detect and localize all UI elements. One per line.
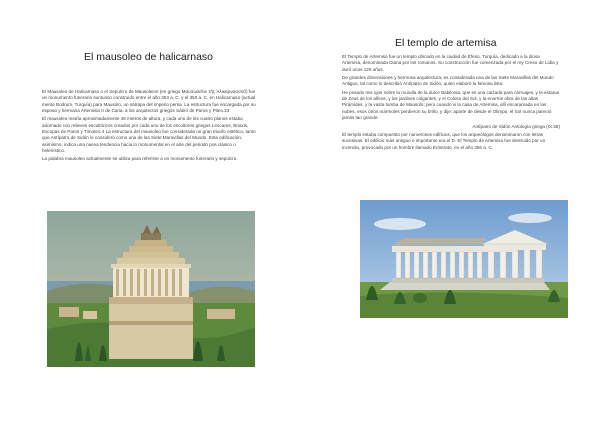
mausoleum-text bbox=[42, 89, 258, 165]
artemis-paragraph-1: El Templo de Artemisa fue un templo ubicado en la ciudad de Éfeso, Turquía, dedicado a la diosa Artemisa, denominada Diana por los romanos. Su construcción fue comenzada por el rey Creso de Lidia y duró unos 120 años. bbox=[342, 54, 559, 72]
mausoleum-title: El mausoleo de halicarnaso bbox=[84, 51, 213, 63]
artemis-temple-image bbox=[360, 200, 568, 318]
artemis-paragraph-2: De grandes dimensiones y hermosa arquitectura, es considerada una de las Siete Maravillas del Mundo Antiguo, tal como lo describió Antípatro de Sidón, quien elaboró la famosa lista: bbox=[342, 75, 554, 87]
artemis-quote: He posado mis ojos sobre la muralla de la dulce Babilonia, que es una calzada para carruajes, y la estatua de Zeus de los alfeos, y los jardines colgantes, y el Coloso del Sol, y la enorme obra de las altas Pirámides, y la vasta tumba de Mausolo; pero cuando vi la casa de Artemisa, allí encaramada en las nubes, esos otros mármoles perdieron su brillo, y dije: aparte de desde el Olimpo, el Sol nunca pareció jamás tan grande bbox=[342, 89, 560, 121]
quote-attribution: Antípatro de Sidón Antología griega (IX.58) bbox=[472, 123, 560, 129]
artemis-title: El templo de artemisa bbox=[395, 37, 497, 49]
mausoleum-paragraph-2: El mausoleo medía aproximadamente 46 metros de altura, y cada uno de los cuatro planos estaba adornado con relieves escultóricos creados por cada uno de los escultores griegos Leocares, Briaxis, Escopas de Paros y Timoteo.4 La estructura del mausoleo fue considerada un gran triunfo estético, tanto que Antípatro de Sidón lo consideró como una de las Siete Maravillas del Mundo. Esta edificación, asimismo, indica una nueva tendencia hacia lo monumental en el arte del periodo pos clásico o helenístico. bbox=[42, 116, 256, 153]
artemis-paragraph-4: El templo estaba compuesto por numerosos edificios, que los arqueólogos denominaron con letras sucesivas. El edificio más antiguo e importante era el D. El Templo de Artemisa fue destruido por un incendio, provocado por un hombre llamado Eróstrato, en el año 356 a. C. bbox=[342, 132, 546, 150]
artemis-text bbox=[342, 54, 560, 153]
mausoleum-image bbox=[47, 211, 255, 367]
mausoleum-paragraph-1: El Mausoleo de Halicarnaso o el Sepulcro de Mausoleion (en griego Μαυσωλεῖον τῆς Ἁλικαρνασσοῦ) fue un monumento funerario suntuoso construido entre el año 353 a. C. y el 350 a. C. en Halicarnaso (actual mente Bodrum, Turquía) para Mausolo, un sátrapa del imperio persa. La estructura fue encargada por su esposa y hermana Artemisia II de Caria, a los arquitectos griegos Sátiro de Paros y Piteo.23 bbox=[42, 89, 256, 113]
mausoleum-paragraph-3: La palabra mausoleo actualmente se utiliza para referirse a un monumento funerario y sepulcro. bbox=[42, 156, 238, 162]
